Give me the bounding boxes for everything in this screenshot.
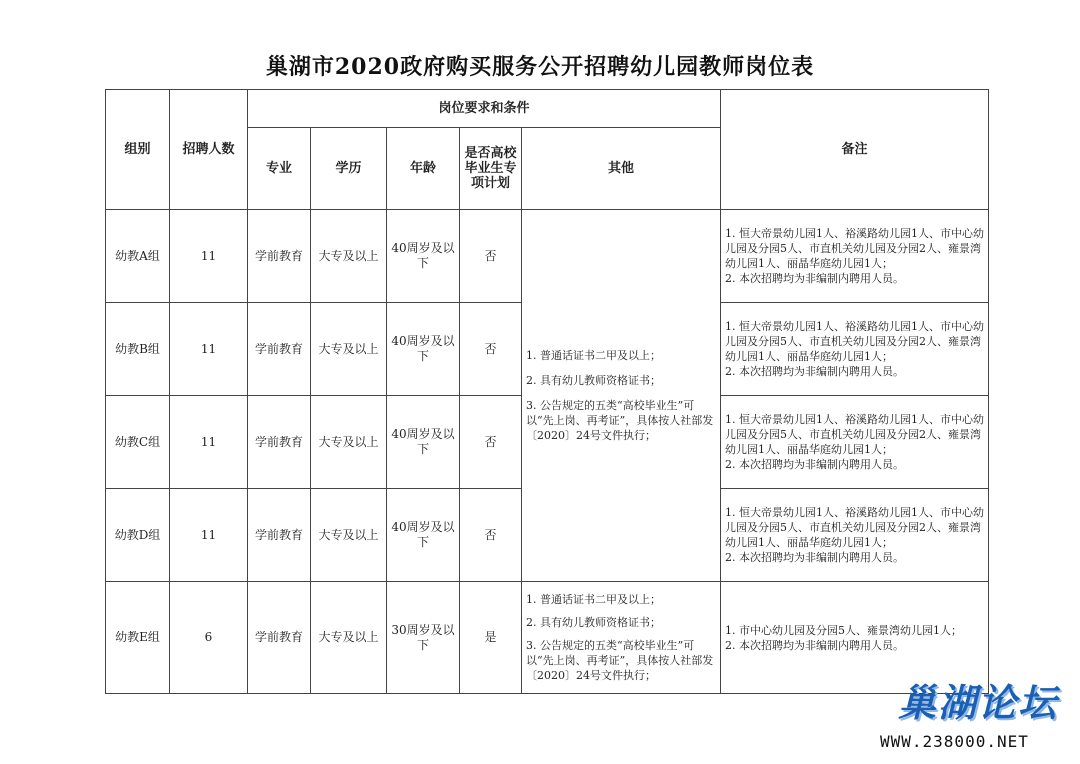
remarks-cell <box>721 489 989 582</box>
header-row-1 <box>106 90 989 128</box>
header-requirements: 岗位要求和条件 <box>248 90 721 128</box>
remarks-cell <box>721 210 989 303</box>
major-cell: 学前教育 <box>248 210 311 303</box>
remark-item-1: 1. 恒大帝景幼儿园1人、裕溪路幼儿园1人、市中心幼儿园及分园5人、市直机关幼儿园及分园2人、雍景湾幼儿园1人、丽晶华庭幼儿园1人； <box>725 320 985 363</box>
major-cell: 学前教育 <box>248 303 311 396</box>
group-cell: 幼教A组 <box>106 210 170 303</box>
count-cell: 11 <box>170 303 248 396</box>
group-cell: 幼教C组 <box>106 396 170 489</box>
header-count: 招聘人数 <box>170 90 248 210</box>
remark-item-1: 1. 恒大帝景幼儿园1人、裕溪路幼儿园1人、市中心幼儿园及分园5人、市直机关幼儿园及分园2人、雍景湾幼儿园1人、丽晶华庭幼儿园1人； <box>725 413 985 456</box>
graduate-plan-cell: 否 <box>460 210 522 303</box>
header-remarks: 备注 <box>721 90 989 210</box>
positions-table <box>105 89 989 694</box>
other-item-3: 3. 公告规定的五类“高校毕业生”可以“先上岗、再考证”，具体按人社部发〔2020〕24号文件执行； <box>526 399 714 442</box>
watermark-name: 巢湖论坛 <box>897 681 1058 725</box>
header-major: 专业 <box>248 128 311 210</box>
other-cell <box>522 210 721 582</box>
other-item-1: 1. 普通话证书二甲及以上； <box>526 593 661 606</box>
age-cell: 40周岁及以下 <box>387 489 460 582</box>
count-cell: 11 <box>170 396 248 489</box>
other-item-2: 2. 具有幼儿教师资格证书； <box>526 616 661 629</box>
remark-item-1: 1. 恒大帝景幼儿园1人、裕溪路幼儿园1人、市中心幼儿园及分园5人、市直机关幼儿园及分园2人、雍景湾幼儿园1人、丽晶华庭幼儿园1人； <box>725 506 985 549</box>
page-title: 巢湖市2020政府购买服务公开招聘幼儿园教师岗位表 <box>265 54 815 80</box>
graduate-plan-cell: 否 <box>460 396 522 489</box>
remark-item-1: 1. 市中心幼儿园及分园5人、雍景湾幼儿园1人； <box>725 623 963 637</box>
age-cell: 30周岁及以下 <box>387 582 460 694</box>
group-cell: 幼教B组 <box>106 303 170 396</box>
remark-item-2: 2. 本次招聘均为非编制内聘用人员。 <box>725 272 905 285</box>
major-cell: 学前教育 <box>248 489 311 582</box>
other-item-1: 1. 普通话证书二甲及以上； <box>526 349 661 362</box>
header-education: 学历 <box>311 128 387 210</box>
remark-item-1: 1. 恒大帝景幼儿园1人、裕溪路幼儿园1人、市中心幼儿园及分园5人、市直机关幼儿园及分园2人、雍景湾幼儿园1人、丽晶华庭幼儿园1人； <box>725 227 985 270</box>
remark-item-2: 2. 本次招聘均为非编制内聘用人员。 <box>725 638 905 652</box>
count-cell: 11 <box>170 489 248 582</box>
education-cell: 大专及以上 <box>311 582 387 694</box>
major-cell: 学前教育 <box>248 582 311 694</box>
header-age: 年龄 <box>387 128 460 210</box>
group-cell: 幼教E组 <box>106 582 170 694</box>
graduate-plan-cell: 否 <box>460 489 522 582</box>
header-group: 组别 <box>106 90 170 210</box>
graduate-plan-cell: 否 <box>460 303 522 396</box>
education-cell: 大专及以上 <box>311 210 387 303</box>
count-cell: 6 <box>170 582 248 694</box>
header-graduate-plan: 是否高校毕业生专项计划 <box>460 128 522 210</box>
age-cell: 40周岁及以下 <box>387 396 460 489</box>
remark-item-2: 2. 本次招聘均为非编制内聘用人员。 <box>725 365 905 378</box>
remarks-cell <box>721 396 989 489</box>
other-item-3: 3. 公告规定的五类“高校毕业生”可以“先上岗、再考证”，具体按人社部发〔2020〕24号文件执行； <box>526 639 714 682</box>
table-row <box>106 210 989 303</box>
remarks-cell <box>721 303 989 396</box>
age-cell: 40周岁及以下 <box>387 303 460 396</box>
graduate-plan-cell: 是 <box>460 582 522 694</box>
watermark-url: WWW.238000.NET <box>880 732 1029 751</box>
header-other: 其他 <box>522 128 721 210</box>
other-item-2: 2. 具有幼儿教师资格证书； <box>526 374 661 387</box>
remark-item-2: 2. 本次招聘均为非编制内聘用人员。 <box>725 551 905 564</box>
remark-item-2: 2. 本次招聘均为非编制内聘用人员。 <box>725 458 905 471</box>
table-row <box>106 582 989 694</box>
education-cell: 大专及以上 <box>311 396 387 489</box>
group-cell: 幼教D组 <box>106 489 170 582</box>
other-cell <box>522 582 721 694</box>
major-cell: 学前教育 <box>248 396 311 489</box>
watermark-logo <box>880 672 1076 762</box>
education-cell: 大专及以上 <box>311 489 387 582</box>
education-cell: 大专及以上 <box>311 303 387 396</box>
age-cell: 40周岁及以下 <box>387 210 460 303</box>
count-cell: 11 <box>170 210 248 303</box>
